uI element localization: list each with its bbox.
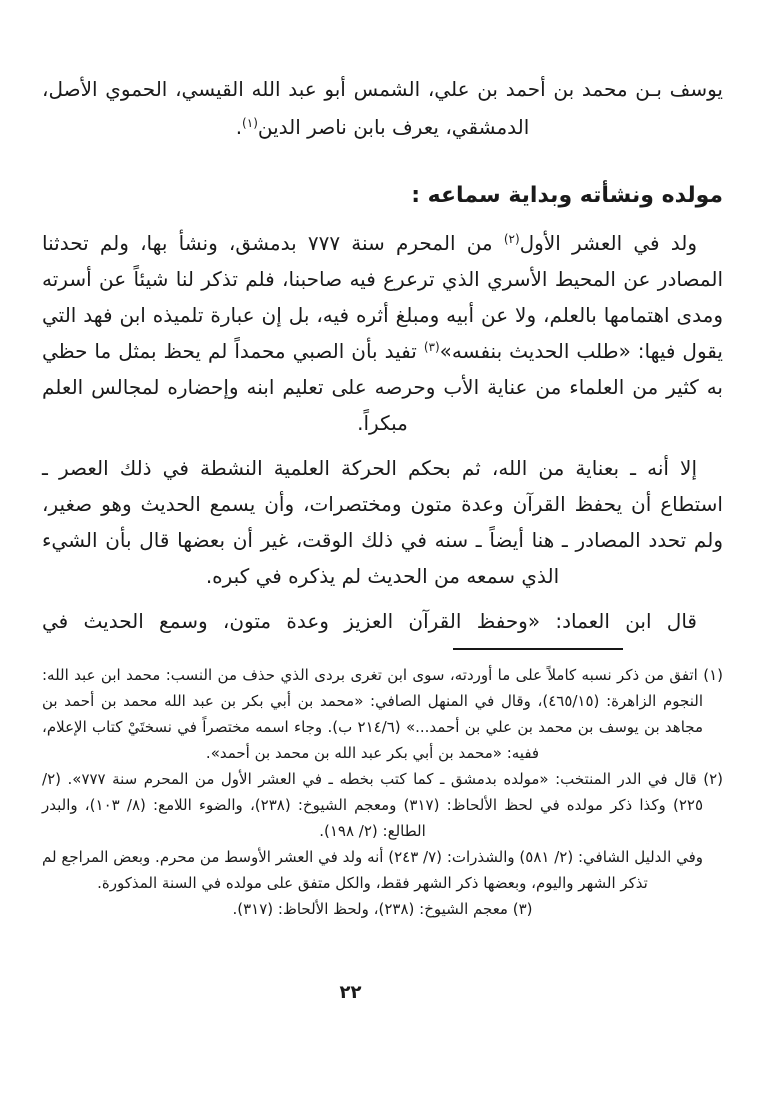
footnote-2-continuation: وفي الدليل الشافي: (٢/ ٥٨١) والشذرات: (٧/ ٢٤٣) أنه ولد في العشر الأوسط من محرم. وبعض المراجع لم تذكر الشهر واليوم، وبعضها ذكر الشهر فقط، والكل متفق على مولده في السنة المذكورة. <box>42 848 703 892</box>
footnote-1: (١) اتفق من ذكر نسبه كاملاً على ما أوردته، سوى ابن تغرى بردى الذي حذف من النسب: محمد ابن عبد الله: النجوم الزاهرة: (٤٦٥/١٥)، وقال في المنهل الصافي: «محمد بن أبي بكر بن عبد الله محمد بن أحمد بن مجاهد بن يوسف بن محمد بن علي بن أحمد...» (٢١٤/٦ ب). وجاء اسمه مختصراً في نسختَيْ كتاب الإعلام، ففيه: «محمد بن أبي بكر عبد الله بن محمد بن أحمد». <box>42 666 723 762</box>
body-paragraph-learning: إلا أنه ـ بعناية من الله، ثم بحكم الحركة العلمية النشطة في ذلك العصر ـ استطاع أن يحفظ القرآن وعدة متون ومختصرات، وأن يسمع الحديث وهو صغير، ولم تحدد المصادر ـ هنا أيضاً ـ سنه في ذلك الوقت، غير أن بعضها قال بأن الشيء الذي سمعه من الحديث لم يذكره في كبره. <box>42 456 723 588</box>
body-paragraph-quote: قال ابن العماد: «وحفظ القرآن العزيز وعدة متون، وسمع الحديث في <box>42 609 697 633</box>
footnote-ref: (٣) <box>423 340 440 354</box>
footnote-separator <box>453 648 623 650</box>
footnote-2: (٢) قال في الدر المنتخب: «مولده بدمشق ـ كما كتب بخطه ـ في العشر الأول من المحرم سنة ٧٧٧». (٢/ ٢٢٥) وكذا ذكر مولده في لحظ الألحاظ: (٣١٧) ومعجم الشيوخ: (٢٣٨)، والضوء اللامع: (٨/ ١٠٣)، والبدر الطالع: (٢/ ١٩٨). <box>42 770 723 840</box>
section-heading: مولده ونشأته وبداية سماعه : <box>411 183 723 208</box>
page-number: ٢٢ <box>339 982 362 1003</box>
page-content <box>42 0 723 639</box>
body-paragraph-birth: ولد في العشر الأول$^{(٢)}$ من المحرم سنة ٧٧٧ بدمشق، ونشأ بها، ولم تحدثنا المصادر عن المحيط الأسري الذي ترعرع فيه صاحبنا، فلم تذكر لنا شيئاً عن أسرته ومدى اهتمامها بالعلم، ولا عن أبيه ومبلغ أثره فيه، بل إن عبارة تلميذه ابن فهد التي يقول فيها: «طلب الحديث بنفسه»$^{(٣)}$ تفيد بأن الصبي محمداً لم يحظ بمثل ما حظي به كثير من العلماء من عناية الأب وحرصه على تعليم ابنه وإحضاره لمجالس العلم مبكراً. <box>42 231 723 435</box>
footnotes-section <box>42 648 723 922</box>
footnote-ref: (٢) <box>503 232 520 246</box>
footnote-ref: (١) <box>242 116 258 130</box>
footnote-3: (٣) معجم الشيوخ: (٢٣٨)، ولحظ الألحاظ: (٣١٧). <box>232 900 533 918</box>
opening-paragraph: يوسف بـن محمد بن أحمد بن علي، الشمس أبو عبد الله القيسي، الحموي الأصل، الدمشقي، يعرف بابن ناصر الدين$^{(١)}$. <box>42 77 723 139</box>
